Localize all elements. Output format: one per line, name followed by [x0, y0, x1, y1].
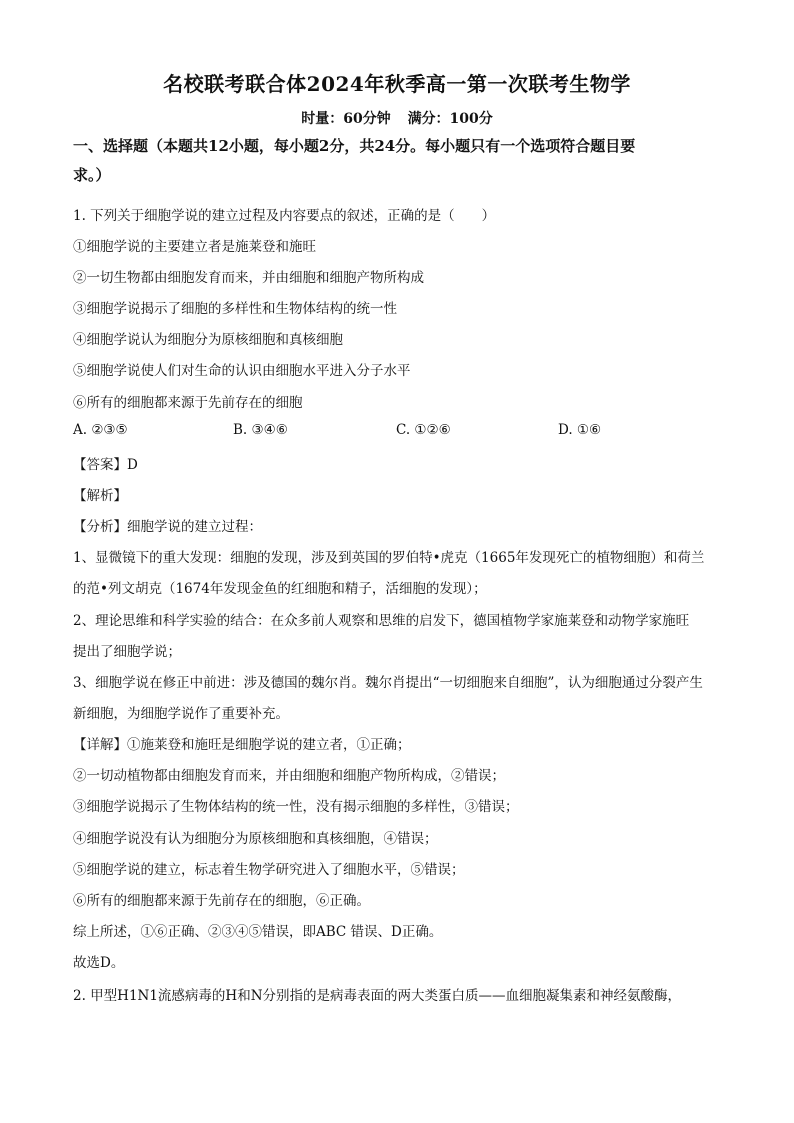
answer-label: 【答案】	[73, 457, 127, 473]
analysis-line-3: 2、理论思维和科学实验的结合：在众多前人观察和思维的启发下，德国植物学家施莱登和动物学家施旺	[73, 613, 690, 629]
q2-stem: 2. 甲型H1N1流感病毒的H和N分别指的是病毒表面的两大类蛋白质——血细胞凝集素和神经氨酸酶，	[73, 988, 682, 1004]
analysis-line-5: 3、细胞学说在修正中前进：涉及德国的魏尔肖。魏尔肖提出“一切细胞来自细胞”，认为细胞通过分裂产生	[73, 675, 703, 691]
q1-option-b: B. ③④⑥	[233, 422, 288, 438]
section-heading	[73, 132, 733, 190]
detail-line-5: ⑤细胞学说的建立，标志着生物学研究进入了细胞水平，⑤错误；	[73, 862, 465, 878]
q1-answer	[73, 453, 733, 473]
answer-value: D	[127, 457, 138, 473]
analysis-line-6: 新细胞，为细胞学说作了重要补充。	[73, 706, 289, 722]
analysis-line-1: 1、显微镜下的重大发现：细胞的发现，涉及到英国的罗伯特•虎克（1665年发现死亡的植物细胞）和荷兰	[73, 550, 705, 566]
analysis-head-label: 【分析】	[73, 519, 127, 535]
q1-detail-first	[73, 733, 733, 753]
q1-item-2: ②一切生物都由细胞发育而来，并由细胞和细胞产物所构成	[73, 270, 424, 286]
q1-option-d: D. ①⑥	[558, 422, 602, 438]
analysis-head-text: 细胞学说的建立过程：	[127, 519, 262, 535]
q1-item-1: ①细胞学说的主要建立者是施莱登和施旺	[73, 239, 316, 255]
q1-item-4: ④细胞学说认为细胞分为原核细胞和真核细胞	[73, 332, 343, 348]
exam-time: 时量：60分钟	[301, 111, 391, 127]
exam-score: 满分：100分	[407, 111, 493, 127]
q1-item-5: ⑤细胞学说使人们对生命的认识由细胞水平进入分子水平	[73, 363, 411, 379]
detail-line-1: ①施莱登和施旺是细胞学说的建立者，①正确；	[127, 737, 411, 753]
q1-conclusion: 故选D。	[73, 955, 125, 971]
q1-summary: 综上所述，①⑥正确、②③④⑤错误，即ABC 错误、D正确。	[73, 924, 443, 940]
exam-title: 名校联考联合体2024年秋季高一第一次联考生物学	[163, 72, 631, 96]
q1-stem: 1. 下列关于细胞学说的建立过程及内容要点的叙述，正确的是（ ）	[73, 208, 496, 224]
q1-item-3: ③细胞学说揭示了细胞的多样性和生物体结构的统一性	[73, 301, 397, 317]
section-heading-line2: 求。）	[73, 166, 111, 184]
q1-analysis-head	[73, 515, 733, 535]
exam-subtitle	[0, 108, 794, 128]
section-heading-line1: 一、选择题（本题共12小题，每小题2分，共24分。每小题只有一个选项符合题目要	[73, 137, 636, 155]
detail-line-2: ②一切动植物都由细胞发育而来，并由细胞和细胞产物所构成，②错误；	[73, 768, 505, 784]
q1-item-6: ⑥所有的细胞都来源于先前存在的细胞	[73, 395, 303, 411]
detail-line-3: ③细胞学说揭示了生物体结构的统一性，没有揭示细胞的多样性，③错误；	[73, 799, 519, 815]
q1-option-a: A. ②③⑤	[73, 422, 128, 438]
q1-option-c: C. ①②⑥	[396, 422, 451, 438]
analysis-line-4: 提出了细胞学说；	[73, 644, 181, 660]
detail-line-6: ⑥所有的细胞都来源于先前存在的细胞，⑥正确。	[73, 893, 370, 909]
q1-analysis-label: 【解析】	[73, 488, 127, 504]
detail-label: 【详解】	[73, 737, 127, 753]
detail-line-4: ④细胞学说没有认为细胞分为原核细胞和真核细胞，④错误；	[73, 831, 438, 847]
analysis-line-2: 的范•列文胡克（1674年发现金鱼的红细胞和精子，活细胞的发现）；	[73, 581, 487, 597]
